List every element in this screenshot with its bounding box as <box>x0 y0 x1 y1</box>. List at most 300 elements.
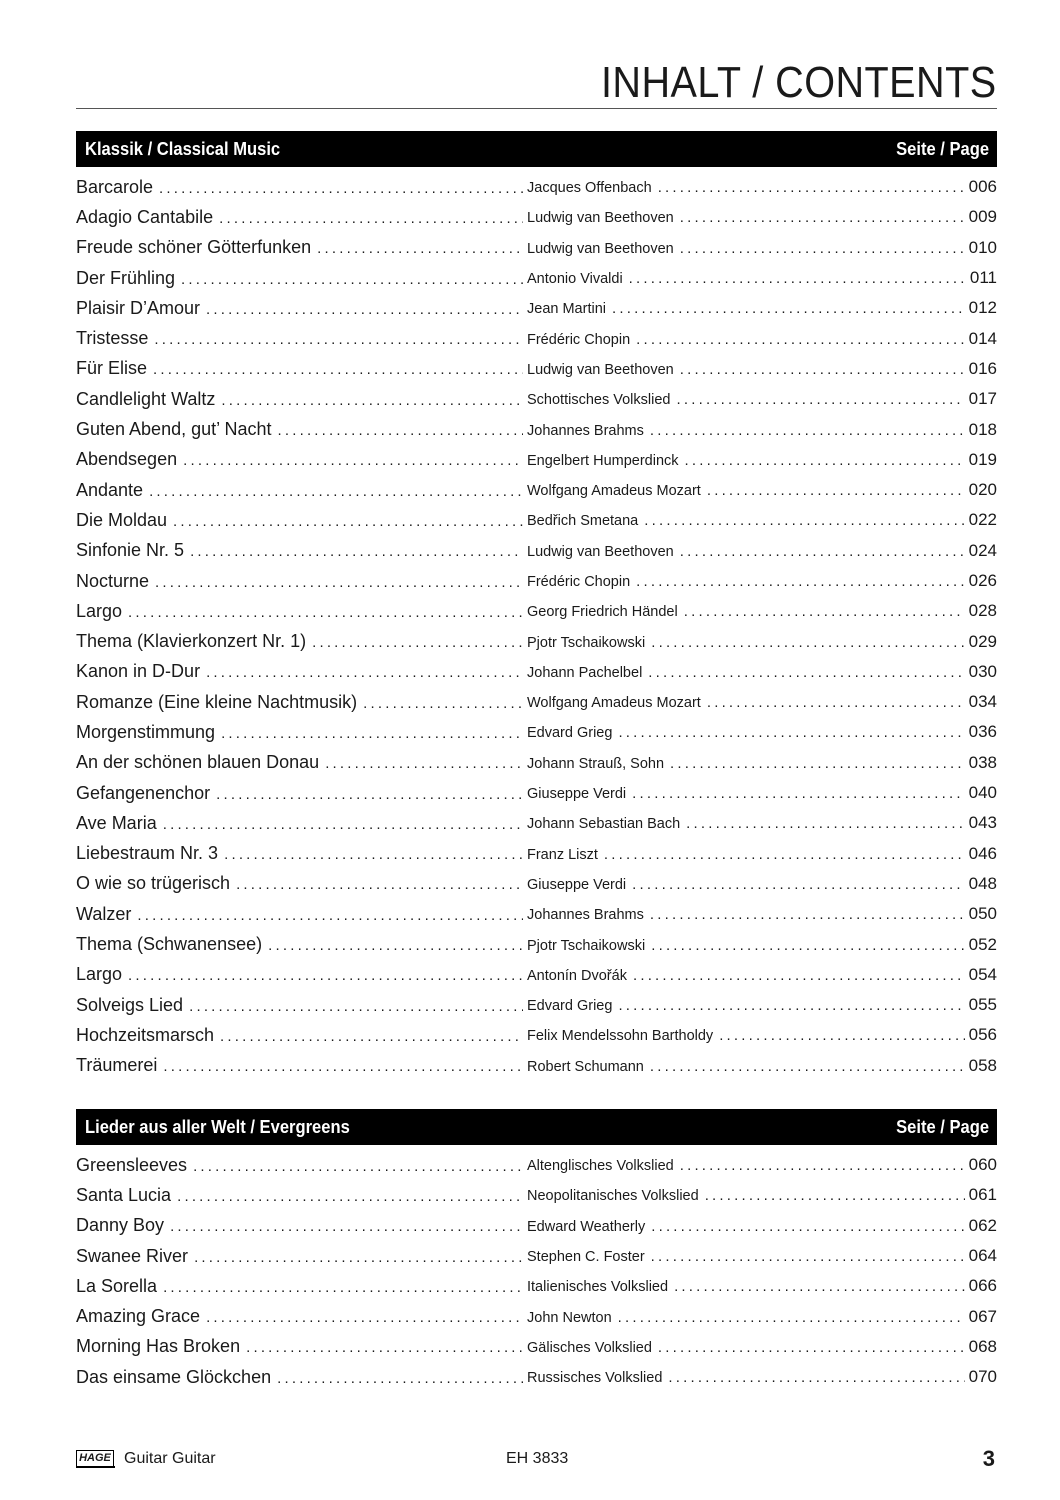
entry-composer-cell <box>527 1216 997 1236</box>
entry-page: 011 <box>969 268 997 288</box>
dot-leader <box>629 270 966 287</box>
dot-leader <box>636 331 964 348</box>
entry-page: 060 <box>968 1155 997 1175</box>
entry-page: 040 <box>968 783 997 803</box>
entry-title-cell <box>76 995 527 1016</box>
entry-composer: Felix Mendelssohn Bartholdy <box>527 1028 714 1045</box>
entry-composer-cell <box>527 329 997 349</box>
dot-leader <box>190 543 523 560</box>
entry-title: Barcarole <box>76 176 154 197</box>
entry-composer: Pjotr Tschaikowski <box>527 937 646 954</box>
toc-entry <box>76 475 997 505</box>
dot-leader <box>658 1339 965 1356</box>
entry-composer: Johann Pachelbel <box>527 664 643 681</box>
entry-title: Adagio Cantabile <box>76 206 214 227</box>
dot-leader <box>181 271 523 288</box>
entry-composer-cell <box>527 874 997 894</box>
entry-composer-cell <box>527 571 997 591</box>
entry-composer: Frédéric Chopin <box>527 574 631 590</box>
entry-title: Freude schöner Götterfunken <box>76 237 312 258</box>
dot-leader <box>612 300 965 317</box>
toc-entry <box>76 596 997 626</box>
entry-composer-cell <box>527 722 997 742</box>
entry-title-cell <box>76 1336 527 1357</box>
entry-composer-cell <box>527 480 997 500</box>
toc-entry <box>76 717 997 747</box>
entry-composer: Giuseppe Verdi <box>527 786 627 803</box>
toc-entry <box>76 445 997 475</box>
section-header <box>76 131 997 167</box>
section-evergreens <box>76 1109 997 1392</box>
dot-leader <box>648 664 964 681</box>
entry-title-cell <box>76 207 527 228</box>
dot-leader <box>604 846 965 863</box>
dot-leader <box>128 604 523 621</box>
entry-title: La Sorella <box>76 1275 158 1296</box>
entry-composer-cell <box>527 238 997 258</box>
entry-composer: Stephen C. Foster <box>527 1249 645 1266</box>
dot-leader <box>668 1369 964 1386</box>
entry-title-cell <box>76 328 527 349</box>
toc-entry <box>76 839 997 869</box>
entry-composer: Russisches Volkslied <box>527 1370 663 1387</box>
dot-leader <box>658 179 965 196</box>
entry-composer-cell <box>527 450 997 470</box>
dot-leader <box>680 209 965 226</box>
dot-leader <box>680 1157 965 1174</box>
entry-composer-cell <box>527 389 997 409</box>
entry-title: Träumerei <box>76 1055 158 1076</box>
entry-title: Die Moldau <box>76 509 168 530</box>
toc-entry <box>76 1180 997 1210</box>
toc-entry <box>76 808 997 838</box>
entry-page: 020 <box>968 480 997 500</box>
entry-title: O wie so trügerisch <box>76 873 231 894</box>
entry-title-cell <box>76 783 527 804</box>
entry-composer-cell <box>527 207 997 227</box>
dot-leader <box>183 452 523 469</box>
toc-entry <box>76 1362 997 1392</box>
toc-entry <box>76 778 997 808</box>
entry-title-cell <box>76 298 527 319</box>
entry-composer: Bedřich Smetana <box>527 513 639 530</box>
entry-composer: Ludwig van Beethoven <box>527 361 674 378</box>
entry-composer-cell <box>527 813 997 833</box>
entry-title-cell <box>76 1246 527 1267</box>
entry-title-cell <box>76 1367 527 1388</box>
toc-entry <box>76 1150 997 1180</box>
dot-leader <box>650 1058 965 1075</box>
entry-page: 050 <box>968 904 997 924</box>
dot-leader <box>153 361 523 378</box>
toc-entry <box>76 536 997 566</box>
entry-title-cell <box>76 540 527 561</box>
entry-composer-cell <box>527 1025 997 1045</box>
dot-leader <box>159 180 523 197</box>
catalog-code: EH 3833 <box>506 1450 569 1467</box>
entry-composer-cell <box>527 1056 997 1076</box>
entry-page: 029 <box>968 631 997 651</box>
entry-composer: Jacques Offenbach <box>527 180 652 197</box>
dot-leader <box>149 483 523 500</box>
entry-composer-cell <box>527 420 997 440</box>
entry-title-cell <box>76 873 527 894</box>
entry-composer-cell <box>527 510 997 530</box>
entry-page: 036 <box>968 722 997 742</box>
entry-page: 054 <box>968 964 997 984</box>
entry-title: Candlelight Waltz <box>76 388 216 409</box>
toc-entry <box>76 263 997 293</box>
dot-leader <box>633 967 965 984</box>
entry-composer-cell <box>527 177 997 197</box>
dot-leader <box>684 603 965 620</box>
dot-leader <box>363 695 523 712</box>
entry-composer-cell <box>527 601 997 621</box>
dot-leader <box>193 1158 523 1175</box>
dot-leader <box>236 876 523 893</box>
dot-leader <box>636 573 964 590</box>
dot-leader <box>170 1218 523 1235</box>
dot-leader <box>650 422 965 439</box>
toc-entry <box>76 172 997 202</box>
entry-title: Der Frühling <box>76 267 176 288</box>
dot-leader <box>219 210 523 227</box>
toc-entry <box>76 657 997 687</box>
dot-leader <box>221 725 523 742</box>
entry-title-cell <box>76 449 527 470</box>
entry-composer: Johannes Brahms <box>527 422 644 439</box>
dot-leader <box>194 1249 523 1266</box>
entry-composer-cell <box>527 359 997 379</box>
entry-page: 014 <box>968 328 997 348</box>
toc-entry <box>76 233 997 263</box>
entry-title-cell <box>76 571 527 592</box>
entry-title: Danny Boy <box>76 1215 165 1236</box>
entry-composer: Jean Martini <box>527 301 606 318</box>
entry-title-cell <box>76 389 527 410</box>
entry-composer: Ludwig van Beethoven <box>527 210 674 227</box>
entry-page: 019 <box>968 449 997 469</box>
entry-composer-cell <box>527 1307 997 1327</box>
entry-title: Romanze (Eine kleine Nachtmusik) <box>76 691 358 712</box>
entry-title: Walzer <box>76 903 132 924</box>
toc-entry <box>76 354 997 384</box>
dot-leader <box>680 543 965 560</box>
entry-composer: Georg Friedrich Händel <box>527 604 678 621</box>
dot-leader <box>707 482 965 499</box>
entry-page: 018 <box>968 419 997 439</box>
toc-entry <box>76 960 997 990</box>
entry-title-cell <box>76 631 527 652</box>
toc-entry <box>76 1241 997 1271</box>
entry-page: 064 <box>968 1246 997 1266</box>
entry-composer: Altenglisches Volkslied <box>527 1158 674 1175</box>
entry-title-cell <box>76 268 527 289</box>
entry-title: Plaisir D’Amour <box>76 297 201 318</box>
entry-title: Guten Abend, gut’ Nacht <box>76 419 272 440</box>
entry-page: 061 <box>968 1185 997 1205</box>
toc-entry <box>76 384 997 414</box>
entry-composer-cell <box>527 1276 997 1296</box>
entry-composer: Gälisches Volkslied <box>527 1339 652 1356</box>
dot-leader <box>277 422 523 439</box>
entry-page: 058 <box>968 1055 997 1075</box>
entry-list <box>76 172 997 1081</box>
dot-leader <box>686 815 964 832</box>
dot-leader <box>707 694 965 711</box>
toc-entry <box>76 626 997 656</box>
entry-composer: Wolfgang Amadeus Mozart <box>527 695 701 712</box>
dot-leader <box>163 1279 523 1296</box>
entry-page: 010 <box>968 237 997 257</box>
entry-title: Tristesse <box>76 328 149 349</box>
entry-title: Andante <box>76 479 144 500</box>
dot-leader <box>651 937 964 954</box>
dot-leader <box>224 846 523 863</box>
entry-page: 070 <box>968 1367 997 1387</box>
toc-entry <box>76 566 997 596</box>
entry-title: Swanee River <box>76 1245 189 1266</box>
entry-page: 056 <box>968 1025 997 1045</box>
entry-title-cell <box>76 1055 527 1076</box>
dot-leader <box>189 998 523 1015</box>
entry-title-cell <box>76 904 527 925</box>
entry-composer-cell <box>527 692 997 712</box>
entry-title-cell <box>76 661 527 682</box>
entry-composer-cell <box>527 1246 997 1266</box>
entry-composer-cell <box>527 965 997 985</box>
entry-composer: Pjotr Tschaikowski <box>527 634 646 651</box>
dot-leader <box>220 1028 523 1045</box>
entry-title: Solveigs Lied <box>76 994 184 1015</box>
entry-page: 046 <box>968 843 997 863</box>
entry-title-cell <box>76 1276 527 1297</box>
dot-leader <box>719 1027 964 1044</box>
toc-entry <box>76 1332 997 1362</box>
entry-composer-cell <box>527 753 997 773</box>
entry-page: 062 <box>968 1215 997 1235</box>
entry-composer: Franz Liszt <box>527 846 598 863</box>
entry-title-cell <box>76 237 527 258</box>
dot-leader <box>650 906 965 923</box>
entry-composer: Wolfgang Amadeus Mozart <box>527 483 701 500</box>
entry-title-cell <box>76 752 527 773</box>
entry-composer: Giuseppe Verdi <box>527 876 627 893</box>
entry-page: 048 <box>968 873 997 893</box>
toc-entry <box>76 1020 997 1050</box>
dot-leader <box>206 664 523 681</box>
title-rule <box>76 108 997 109</box>
toc-entry <box>76 748 997 778</box>
section-classical <box>76 131 997 1081</box>
dot-leader <box>651 1248 965 1265</box>
entry-composer-cell <box>527 298 997 318</box>
dot-leader <box>163 1058 523 1075</box>
entry-title-cell <box>76 843 527 864</box>
entry-title-cell <box>76 692 527 713</box>
entry-page: 022 <box>968 510 997 530</box>
footer <box>76 1448 997 1472</box>
entry-composer-cell <box>527 1155 997 1175</box>
toc-entry <box>76 899 997 929</box>
toc-entry <box>76 293 997 323</box>
entry-page: 066 <box>968 1276 997 1296</box>
dot-leader <box>128 967 523 984</box>
entry-composer: Antonín Dvořák <box>527 967 627 984</box>
entry-title-cell <box>76 1306 527 1327</box>
entry-composer: Schottisches Volkslied <box>527 392 671 409</box>
entry-page: 055 <box>968 995 997 1015</box>
dot-leader <box>312 634 523 651</box>
entry-title: Nocturne <box>76 570 150 591</box>
entry-title: Kanon in D-Dur <box>76 661 201 682</box>
entry-title-cell <box>76 1215 527 1236</box>
toc-entry <box>76 1301 997 1331</box>
entry-composer: Italienisches Volkslied <box>527 1279 669 1296</box>
toc-entry <box>76 990 997 1020</box>
entry-title-cell <box>76 813 527 834</box>
dot-leader <box>277 1370 523 1387</box>
entry-page: 026 <box>968 571 997 590</box>
entry-composer: Neopolitanisches Volkslied <box>527 1188 699 1205</box>
dot-leader <box>651 634 964 651</box>
dot-leader <box>163 816 523 833</box>
entry-composer-cell <box>527 662 997 682</box>
dot-leader <box>177 1188 523 1205</box>
entry-title: Gefangenenchor <box>76 782 211 803</box>
entry-title: Sinfonie Nr. 5 <box>76 540 185 561</box>
publisher-logo: HAGE <box>76 1450 114 1467</box>
dot-leader <box>651 1218 964 1235</box>
entry-page: 043 <box>968 813 997 833</box>
dot-leader <box>644 512 964 529</box>
dot-leader <box>154 331 523 348</box>
dot-leader <box>246 1339 523 1356</box>
dot-leader <box>325 755 523 772</box>
entry-title-cell <box>76 1025 527 1046</box>
toc-entry <box>76 505 997 535</box>
entry-composer: John Newton <box>527 1309 612 1326</box>
entry-composer: Edvard Grieg <box>527 725 613 742</box>
entry-page: 016 <box>968 358 997 378</box>
entry-composer-cell <box>527 995 997 1015</box>
entry-title: Morgenstimmung <box>76 721 216 742</box>
entry-composer: Ludwig van Beethoven <box>527 240 674 257</box>
entry-composer-cell <box>527 268 997 288</box>
dot-leader <box>221 392 523 409</box>
toc-entry <box>76 929 997 959</box>
entry-title: Thema (Klavierkonzert Nr. 1) <box>76 631 307 652</box>
entry-title-cell <box>76 177 527 198</box>
entry-composer-cell <box>527 783 997 803</box>
entry-title-cell <box>76 601 527 622</box>
dot-leader <box>618 997 964 1014</box>
toc-entry <box>76 202 997 232</box>
entry-title: Largo <box>76 600 123 621</box>
entry-title-cell <box>76 964 527 985</box>
entry-title: Ave Maria <box>76 812 157 833</box>
entry-title: An der schönen blauen Donau <box>76 752 320 773</box>
dot-leader <box>680 240 965 257</box>
entry-composer-cell <box>527 1185 997 1205</box>
toc-entry <box>76 323 997 353</box>
entry-page: 038 <box>968 752 997 772</box>
page-title: INHALT / CONTENTS <box>601 58 997 107</box>
entry-title: Greensleeves <box>76 1154 188 1175</box>
entry-composer-cell <box>527 632 997 652</box>
dot-leader <box>618 1309 965 1326</box>
entry-title-cell <box>76 934 527 955</box>
dot-leader <box>137 907 523 924</box>
dot-leader <box>632 785 964 802</box>
entry-title: Abendsegen <box>76 449 178 470</box>
entry-page: 006 <box>968 177 997 197</box>
section-title: Klassik / Classical Music <box>85 138 281 159</box>
entry-title-cell <box>76 1185 527 1206</box>
page-column-label: Seite / Page <box>896 1116 989 1137</box>
dot-leader <box>216 786 523 803</box>
entry-composer: Johannes Brahms <box>527 907 644 924</box>
page-number: 3 <box>982 1446 995 1471</box>
dot-leader <box>685 452 965 469</box>
dot-leader <box>618 724 964 741</box>
entry-title-cell <box>76 480 527 501</box>
toc-entry <box>76 1211 997 1241</box>
entry-composer-cell <box>527 1337 997 1357</box>
section-header <box>76 1109 997 1145</box>
entry-page: 009 <box>968 207 997 227</box>
dot-leader <box>670 755 965 772</box>
entry-title: Santa Lucia <box>76 1184 172 1205</box>
dot-leader <box>674 1278 965 1295</box>
dot-leader <box>268 937 523 954</box>
entry-page: 052 <box>968 934 997 954</box>
entry-composer: Engelbert Humperdinck <box>527 452 679 469</box>
entry-composer: Antonio Vivaldi <box>527 271 623 288</box>
entry-page: 028 <box>968 601 997 621</box>
page-column-label: Seite / Page <box>896 138 989 159</box>
entry-composer-cell <box>527 904 997 924</box>
entry-title: Für Elise <box>76 358 148 379</box>
entry-page: 012 <box>968 298 997 318</box>
dot-leader <box>155 574 523 591</box>
entry-title: Thema (Schwanensee) <box>76 934 263 955</box>
entry-page: 024 <box>968 540 997 560</box>
entry-title-cell <box>76 419 527 440</box>
entry-title: Morning Has Broken <box>76 1336 241 1357</box>
entry-composer: Edward Weatherly <box>527 1218 646 1235</box>
entry-page: 034 <box>968 692 997 712</box>
entry-composer: Edvard Grieg <box>527 998 613 1015</box>
entry-composer: Frédéric Chopin <box>527 331 631 348</box>
toc-entry <box>76 687 997 717</box>
entry-list <box>76 1150 997 1392</box>
entry-title: Liebestraum Nr. 3 <box>76 843 219 864</box>
dot-leader <box>676 391 964 408</box>
entry-page: 017 <box>968 389 997 409</box>
entry-page: 030 <box>968 661 997 681</box>
entry-composer: Johann Sebastian Bach <box>527 816 681 833</box>
dot-leader <box>705 1187 965 1204</box>
dot-leader <box>632 876 964 893</box>
entry-title: Hochzeitsmarsch <box>76 1024 215 1045</box>
dot-leader <box>317 240 523 257</box>
entry-title: Das einsame Glöckchen <box>76 1366 272 1387</box>
dot-leader <box>206 1309 523 1326</box>
series-name: Guitar Guitar <box>124 1450 216 1467</box>
entry-composer: Johann Strauß, Sohn <box>527 755 665 772</box>
toc-entry <box>76 1051 997 1081</box>
